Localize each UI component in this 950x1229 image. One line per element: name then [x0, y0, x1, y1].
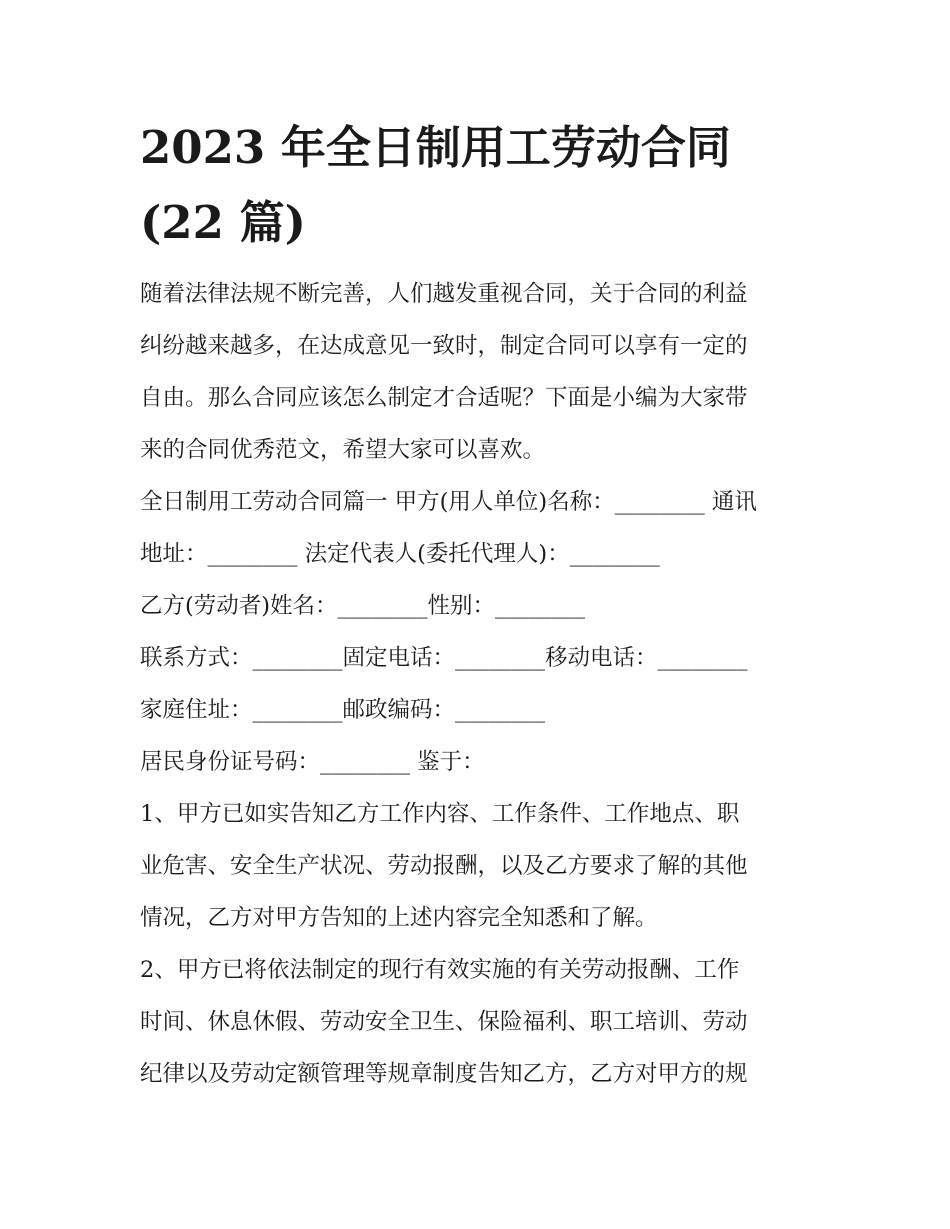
text-line: 全日制用工劳动合同篇一 甲方(用人单位)名称：________ 通讯 [140, 489, 757, 515]
text-line: 来的合同优秀范文，希望大家可以喜欢。 [140, 437, 546, 463]
intro-paragraph [140, 268, 820, 476]
address-paragraph [140, 684, 820, 736]
text-line: 纪律以及劳动定额管理等规章制度告知乙方，乙方对甲方的规 [140, 1061, 748, 1087]
text-line: 自由。那么合同应该怎么制定才合适呢？下面是小编为大家带 [140, 385, 748, 411]
document-title [140, 110, 820, 260]
text-line: 家庭住址：________邮政编码：________ [140, 697, 546, 723]
text-line: 地址：________ 法定代表人(委托代理人)：________ [140, 541, 660, 567]
id-paragraph [140, 736, 820, 788]
text-line: 1、甲方已如实告知乙方工作内容、工作条件、工作地点、职 [140, 801, 740, 827]
title-line: 2023 年全日制用工劳动合同 [140, 121, 731, 174]
clause-1-paragraph [140, 788, 820, 944]
text-line: 随着法律法规不断完善，人们越发重视合同，关于合同的利益 [140, 281, 748, 307]
contact-paragraph [140, 632, 820, 684]
text-line: 纠纷越来越多，在达成意见一致时，制定合同可以享有一定的 [140, 333, 748, 359]
party-b-paragraph [140, 580, 820, 632]
document-page [140, 110, 820, 1100]
text-line: 时间、休息休假、劳动安全卫生、保险福利、职工培训、劳动 [140, 1009, 748, 1035]
clause-2-paragraph [140, 944, 820, 1100]
text-line: 业危害、安全生产状况、劳动报酬，以及乙方要求了解的其他 [140, 853, 748, 879]
text-line: 情况，乙方对甲方告知的上述内容完全知悉和了解。 [140, 905, 658, 931]
text-line: 联系方式：________固定电话：________移动电话：________ [140, 645, 748, 671]
text-line: 乙方(劳动者)姓名：________性别：________ [140, 593, 586, 619]
party-a-paragraph [140, 476, 820, 580]
title-line: (22 篇) [140, 196, 306, 249]
text-line: 居民身份证号码：________ 鉴于： [140, 749, 485, 775]
text-line: 2、甲方已将依法制定的现行有效实施的有关劳动报酬、工作 [140, 957, 740, 983]
